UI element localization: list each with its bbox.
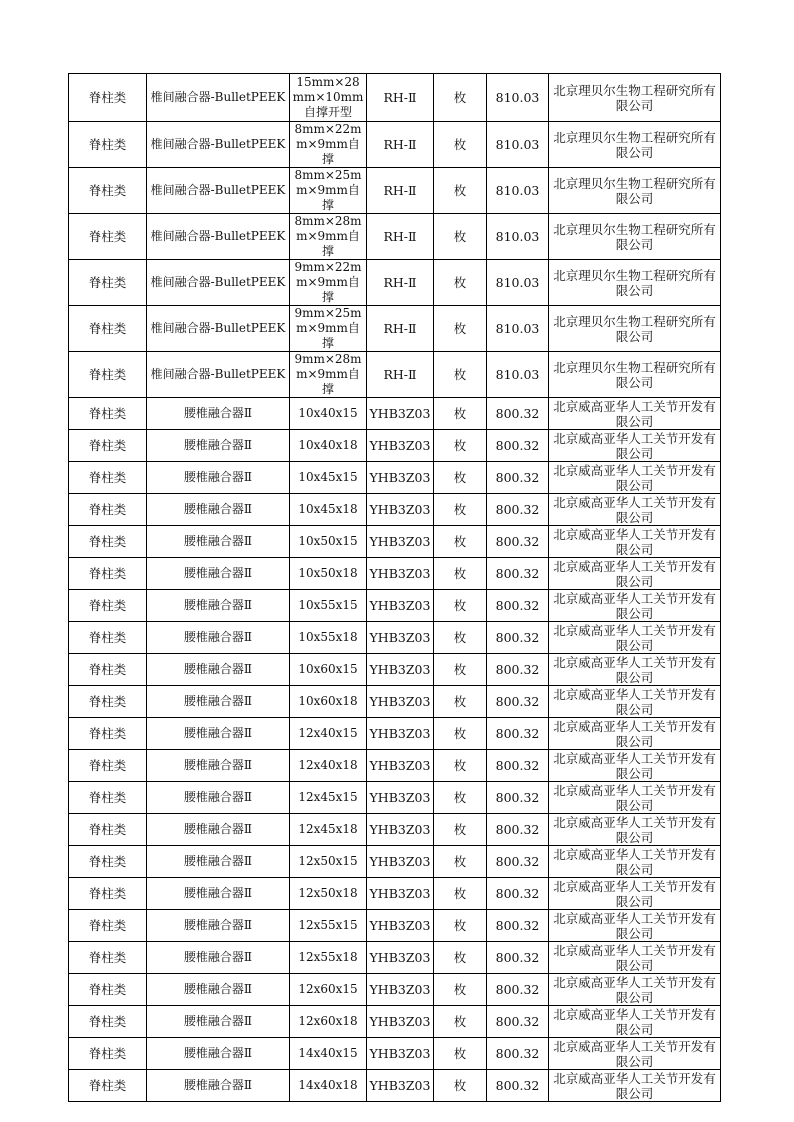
cell-price: 800.32 xyxy=(487,974,549,1006)
cell-product-name: 腰椎融合器Ⅱ xyxy=(147,910,290,942)
cell-manufacturer: 北京威高亚华人工关节开发有限公司 xyxy=(549,462,721,494)
cell-unit: 枚 xyxy=(434,846,487,878)
cell-category: 脊柱类 xyxy=(69,814,147,846)
cell-product-name: 腰椎融合器Ⅱ xyxy=(147,974,290,1006)
table-row xyxy=(69,782,721,814)
cell-product-name: 椎间融合器-BulletPEEK xyxy=(147,168,290,214)
table-row xyxy=(69,168,721,214)
cell-specification: 12x40x18 xyxy=(290,750,367,782)
table-row xyxy=(69,260,721,306)
cell-product-name: 腰椎融合器Ⅱ xyxy=(147,814,290,846)
cell-unit: 枚 xyxy=(434,718,487,750)
cell-manufacturer: 北京威高亚华人工关节开发有限公司 xyxy=(549,846,721,878)
cell-price: 800.32 xyxy=(487,1038,549,1070)
cell-price: 800.32 xyxy=(487,654,549,686)
cell-category: 脊柱类 xyxy=(69,558,147,590)
cell-unit: 枚 xyxy=(434,590,487,622)
cell-specification: 12x55x18 xyxy=(290,942,367,974)
cell-unit: 枚 xyxy=(434,306,487,352)
cell-price: 800.32 xyxy=(487,1006,549,1038)
cell-price: 810.03 xyxy=(487,214,549,260)
cell-price: 800.32 xyxy=(487,750,549,782)
cell-unit: 枚 xyxy=(434,430,487,462)
cell-unit: 枚 xyxy=(434,352,487,398)
cell-manufacturer: 北京威高亚华人工关节开发有限公司 xyxy=(549,718,721,750)
cell-unit: 枚 xyxy=(434,974,487,1006)
table-row xyxy=(69,686,721,718)
cell-model: YHB3Z03 xyxy=(367,974,434,1006)
cell-model: RH-Ⅱ xyxy=(367,168,434,214)
cell-model: YHB3Z03 xyxy=(367,558,434,590)
cell-specification: 8mm×25mm×9mm自撑 xyxy=(290,168,367,214)
cell-category: 脊柱类 xyxy=(69,750,147,782)
cell-unit: 枚 xyxy=(434,168,487,214)
cell-specification: 8mm×22mm×9mm自撑 xyxy=(290,122,367,168)
cell-manufacturer: 北京威高亚华人工关节开发有限公司 xyxy=(549,814,721,846)
cell-unit: 枚 xyxy=(434,654,487,686)
table-row xyxy=(69,942,721,974)
cell-price: 810.03 xyxy=(487,74,549,122)
cell-manufacturer: 北京理贝尔生物工程研究所有限公司 xyxy=(549,260,721,306)
cell-price: 800.32 xyxy=(487,942,549,974)
cell-category: 脊柱类 xyxy=(69,974,147,1006)
table-row xyxy=(69,878,721,910)
cell-specification: 10x60x18 xyxy=(290,686,367,718)
cell-model: RH-Ⅱ xyxy=(367,74,434,122)
cell-specification: 10x55x15 xyxy=(290,590,367,622)
cell-model: YHB3Z03 xyxy=(367,750,434,782)
cell-category: 脊柱类 xyxy=(69,74,147,122)
cell-manufacturer: 北京理贝尔生物工程研究所有限公司 xyxy=(549,306,721,352)
cell-product-name: 椎间融合器-BulletPEEK xyxy=(147,352,290,398)
cell-product-name: 腰椎融合器Ⅱ xyxy=(147,782,290,814)
cell-price: 810.03 xyxy=(487,352,549,398)
cell-product-name: 腰椎融合器Ⅱ xyxy=(147,398,290,430)
cell-manufacturer: 北京威高亚华人工关节开发有限公司 xyxy=(549,398,721,430)
cell-manufacturer: 北京威高亚华人工关节开发有限公司 xyxy=(549,1038,721,1070)
cell-manufacturer: 北京威高亚华人工关节开发有限公司 xyxy=(549,910,721,942)
cell-unit: 枚 xyxy=(434,494,487,526)
cell-category: 脊柱类 xyxy=(69,168,147,214)
cell-model: YHB3Z03 xyxy=(367,782,434,814)
cell-unit: 枚 xyxy=(434,750,487,782)
cell-price: 800.32 xyxy=(487,430,549,462)
cell-price: 800.32 xyxy=(487,494,549,526)
cell-unit: 枚 xyxy=(434,260,487,306)
cell-manufacturer: 北京理贝尔生物工程研究所有限公司 xyxy=(549,122,721,168)
cell-category: 脊柱类 xyxy=(69,782,147,814)
cell-specification: 14x40x15 xyxy=(290,1038,367,1070)
cell-specification: 10x40x18 xyxy=(290,430,367,462)
cell-model: YHB3Z03 xyxy=(367,718,434,750)
cell-category: 脊柱类 xyxy=(69,1006,147,1038)
cell-unit: 枚 xyxy=(434,622,487,654)
price-table xyxy=(68,73,721,1102)
cell-unit: 枚 xyxy=(434,462,487,494)
table-row xyxy=(69,494,721,526)
cell-manufacturer: 北京威高亚华人工关节开发有限公司 xyxy=(549,526,721,558)
cell-specification: 10x40x15 xyxy=(290,398,367,430)
cell-category: 脊柱类 xyxy=(69,1038,147,1070)
cell-product-name: 腰椎融合器Ⅱ xyxy=(147,622,290,654)
cell-specification: 10x50x15 xyxy=(290,526,367,558)
cell-price: 800.32 xyxy=(487,558,549,590)
cell-unit: 枚 xyxy=(434,1038,487,1070)
cell-product-name: 腰椎融合器Ⅱ xyxy=(147,718,290,750)
cell-unit: 枚 xyxy=(434,1006,487,1038)
cell-product-name: 腰椎融合器Ⅱ xyxy=(147,846,290,878)
table-row xyxy=(69,718,721,750)
cell-category: 脊柱类 xyxy=(69,214,147,260)
cell-model: YHB3Z03 xyxy=(367,430,434,462)
cell-category: 脊柱类 xyxy=(69,910,147,942)
cell-specification: 10x60x15 xyxy=(290,654,367,686)
cell-unit: 枚 xyxy=(434,398,487,430)
cell-model: YHB3Z03 xyxy=(367,1038,434,1070)
table-row xyxy=(69,306,721,352)
cell-product-name: 腰椎融合器Ⅱ xyxy=(147,430,290,462)
cell-model: YHB3Z03 xyxy=(367,622,434,654)
cell-unit: 枚 xyxy=(434,122,487,168)
cell-model: YHB3Z03 xyxy=(367,526,434,558)
cell-category: 脊柱类 xyxy=(69,430,147,462)
table-row xyxy=(69,352,721,398)
cell-price: 810.03 xyxy=(487,168,549,214)
cell-unit: 枚 xyxy=(434,1070,487,1102)
table-row xyxy=(69,974,721,1006)
cell-model: YHB3Z03 xyxy=(367,846,434,878)
table-row xyxy=(69,846,721,878)
cell-category: 脊柱类 xyxy=(69,654,147,686)
cell-category: 脊柱类 xyxy=(69,942,147,974)
cell-category: 脊柱类 xyxy=(69,686,147,718)
cell-price: 800.32 xyxy=(487,590,549,622)
cell-manufacturer: 北京威高亚华人工关节开发有限公司 xyxy=(549,430,721,462)
cell-price: 800.32 xyxy=(487,718,549,750)
cell-product-name: 腰椎融合器Ⅱ xyxy=(147,686,290,718)
cell-price: 800.32 xyxy=(487,462,549,494)
cell-specification: 12x50x15 xyxy=(290,846,367,878)
cell-unit: 枚 xyxy=(434,214,487,260)
table-row xyxy=(69,622,721,654)
cell-category: 脊柱类 xyxy=(69,622,147,654)
cell-category: 脊柱类 xyxy=(69,352,147,398)
cell-category: 脊柱类 xyxy=(69,260,147,306)
cell-product-name: 椎间融合器-BulletPEEK xyxy=(147,74,290,122)
table-row xyxy=(69,558,721,590)
cell-specification: 12x60x15 xyxy=(290,974,367,1006)
cell-manufacturer: 北京威高亚华人工关节开发有限公司 xyxy=(549,654,721,686)
cell-category: 脊柱类 xyxy=(69,306,147,352)
cell-price: 800.32 xyxy=(487,1070,549,1102)
cell-product-name: 腰椎融合器Ⅱ xyxy=(147,1038,290,1070)
cell-product-name: 腰椎融合器Ⅱ xyxy=(147,526,290,558)
cell-product-name: 腰椎融合器Ⅱ xyxy=(147,558,290,590)
cell-manufacturer: 北京威高亚华人工关节开发有限公司 xyxy=(549,1006,721,1038)
table-row xyxy=(69,122,721,168)
table-row xyxy=(69,398,721,430)
cell-manufacturer: 北京理贝尔生物工程研究所有限公司 xyxy=(549,168,721,214)
cell-manufacturer: 北京威高亚华人工关节开发有限公司 xyxy=(549,494,721,526)
cell-specification: 9mm×28mm×9mm自撑 xyxy=(290,352,367,398)
cell-price: 800.32 xyxy=(487,910,549,942)
cell-price: 800.32 xyxy=(487,398,549,430)
cell-model: YHB3Z03 xyxy=(367,814,434,846)
cell-manufacturer: 北京威高亚华人工关节开发有限公司 xyxy=(549,974,721,1006)
cell-specification: 12x50x18 xyxy=(290,878,367,910)
cell-unit: 枚 xyxy=(434,782,487,814)
cell-price: 810.03 xyxy=(487,306,549,352)
cell-specification: 10x50x18 xyxy=(290,558,367,590)
table-row xyxy=(69,1038,721,1070)
cell-model: YHB3Z03 xyxy=(367,494,434,526)
cell-model: YHB3Z03 xyxy=(367,398,434,430)
table-row xyxy=(69,1070,721,1102)
cell-product-name: 腰椎融合器Ⅱ xyxy=(147,878,290,910)
cell-model: YHB3Z03 xyxy=(367,878,434,910)
cell-product-name: 椎间融合器-BulletPEEK xyxy=(147,260,290,306)
cell-category: 脊柱类 xyxy=(69,398,147,430)
cell-manufacturer: 北京威高亚华人工关节开发有限公司 xyxy=(549,590,721,622)
cell-specification: 10x45x18 xyxy=(290,494,367,526)
cell-category: 脊柱类 xyxy=(69,590,147,622)
cell-product-name: 腰椎融合器Ⅱ xyxy=(147,462,290,494)
cell-model: YHB3Z03 xyxy=(367,1070,434,1102)
cell-manufacturer: 北京威高亚华人工关节开发有限公司 xyxy=(549,622,721,654)
cell-manufacturer: 北京理贝尔生物工程研究所有限公司 xyxy=(549,74,721,122)
cell-manufacturer: 北京威高亚华人工关节开发有限公司 xyxy=(549,558,721,590)
cell-price: 810.03 xyxy=(487,122,549,168)
cell-specification: 12x60x18 xyxy=(290,1006,367,1038)
cell-category: 脊柱类 xyxy=(69,878,147,910)
table-row xyxy=(69,1006,721,1038)
cell-product-name: 腰椎融合器Ⅱ xyxy=(147,590,290,622)
cell-specification: 14x40x18 xyxy=(290,1070,367,1102)
cell-unit: 枚 xyxy=(434,526,487,558)
cell-product-name: 腰椎融合器Ⅱ xyxy=(147,1006,290,1038)
cell-model: YHB3Z03 xyxy=(367,590,434,622)
cell-model: RH-Ⅱ xyxy=(367,306,434,352)
cell-price: 800.32 xyxy=(487,622,549,654)
table-row xyxy=(69,910,721,942)
cell-product-name: 椎间融合器-BulletPEEK xyxy=(147,306,290,352)
cell-category: 脊柱类 xyxy=(69,718,147,750)
cell-specification: 12x55x15 xyxy=(290,910,367,942)
cell-manufacturer: 北京威高亚华人工关节开发有限公司 xyxy=(549,782,721,814)
cell-specification: 10x45x15 xyxy=(290,462,367,494)
cell-specification: 15mm×28mm×10mm自撑开型 xyxy=(290,74,367,122)
cell-price: 800.32 xyxy=(487,782,549,814)
table-row xyxy=(69,214,721,260)
table-row xyxy=(69,74,721,122)
cell-manufacturer: 北京威高亚华人工关节开发有限公司 xyxy=(549,1070,721,1102)
cell-price: 800.32 xyxy=(487,526,549,558)
cell-specification: 12x45x15 xyxy=(290,782,367,814)
cell-unit: 枚 xyxy=(434,558,487,590)
cell-model: YHB3Z03 xyxy=(367,1006,434,1038)
cell-specification: 12x45x18 xyxy=(290,814,367,846)
cell-product-name: 腰椎融合器Ⅱ xyxy=(147,750,290,782)
cell-manufacturer: 北京威高亚华人工关节开发有限公司 xyxy=(549,878,721,910)
cell-price: 810.03 xyxy=(487,260,549,306)
cell-product-name: 腰椎融合器Ⅱ xyxy=(147,654,290,686)
table-row xyxy=(69,654,721,686)
table-row xyxy=(69,526,721,558)
cell-model: RH-Ⅱ xyxy=(367,352,434,398)
cell-specification: 9mm×25mm×9mm自撑 xyxy=(290,306,367,352)
cell-price: 800.32 xyxy=(487,814,549,846)
cell-category: 脊柱类 xyxy=(69,122,147,168)
cell-model: RH-Ⅱ xyxy=(367,260,434,306)
cell-specification: 10x55x18 xyxy=(290,622,367,654)
cell-specification: 8mm×28mm×9mm自撑 xyxy=(290,214,367,260)
cell-category: 脊柱类 xyxy=(69,1070,147,1102)
cell-unit: 枚 xyxy=(434,686,487,718)
table-row xyxy=(69,430,721,462)
cell-price: 800.32 xyxy=(487,878,549,910)
cell-model: YHB3Z03 xyxy=(367,462,434,494)
table-row xyxy=(69,814,721,846)
cell-manufacturer: 北京威高亚华人工关节开发有限公司 xyxy=(549,750,721,782)
cell-model: RH-Ⅱ xyxy=(367,122,434,168)
cell-manufacturer: 北京理贝尔生物工程研究所有限公司 xyxy=(549,214,721,260)
cell-category: 脊柱类 xyxy=(69,526,147,558)
cell-model: YHB3Z03 xyxy=(367,910,434,942)
cell-model: RH-Ⅱ xyxy=(367,214,434,260)
table-body xyxy=(69,74,721,1102)
table-row xyxy=(69,750,721,782)
cell-specification: 12x40x15 xyxy=(290,718,367,750)
cell-manufacturer: 北京威高亚华人工关节开发有限公司 xyxy=(549,686,721,718)
cell-product-name: 腰椎融合器Ⅱ xyxy=(147,494,290,526)
cell-model: YHB3Z03 xyxy=(367,942,434,974)
cell-specification: 9mm×22mm×9mm自撑 xyxy=(290,260,367,306)
table-row xyxy=(69,462,721,494)
table-row xyxy=(69,590,721,622)
cell-product-name: 椎间融合器-BulletPEEK xyxy=(147,214,290,260)
cell-product-name: 椎间融合器-BulletPEEK xyxy=(147,122,290,168)
cell-price: 800.32 xyxy=(487,686,549,718)
cell-model: YHB3Z03 xyxy=(367,654,434,686)
cell-category: 脊柱类 xyxy=(69,494,147,526)
cell-unit: 枚 xyxy=(434,878,487,910)
cell-price: 800.32 xyxy=(487,846,549,878)
cell-unit: 枚 xyxy=(434,74,487,122)
cell-category: 脊柱类 xyxy=(69,846,147,878)
cell-unit: 枚 xyxy=(434,910,487,942)
cell-manufacturer: 北京威高亚华人工关节开发有限公司 xyxy=(549,942,721,974)
cell-category: 脊柱类 xyxy=(69,462,147,494)
cell-product-name: 腰椎融合器Ⅱ xyxy=(147,1070,290,1102)
cell-product-name: 腰椎融合器Ⅱ xyxy=(147,942,290,974)
cell-manufacturer: 北京理贝尔生物工程研究所有限公司 xyxy=(549,352,721,398)
cell-model: YHB3Z03 xyxy=(367,686,434,718)
cell-unit: 枚 xyxy=(434,942,487,974)
cell-unit: 枚 xyxy=(434,814,487,846)
